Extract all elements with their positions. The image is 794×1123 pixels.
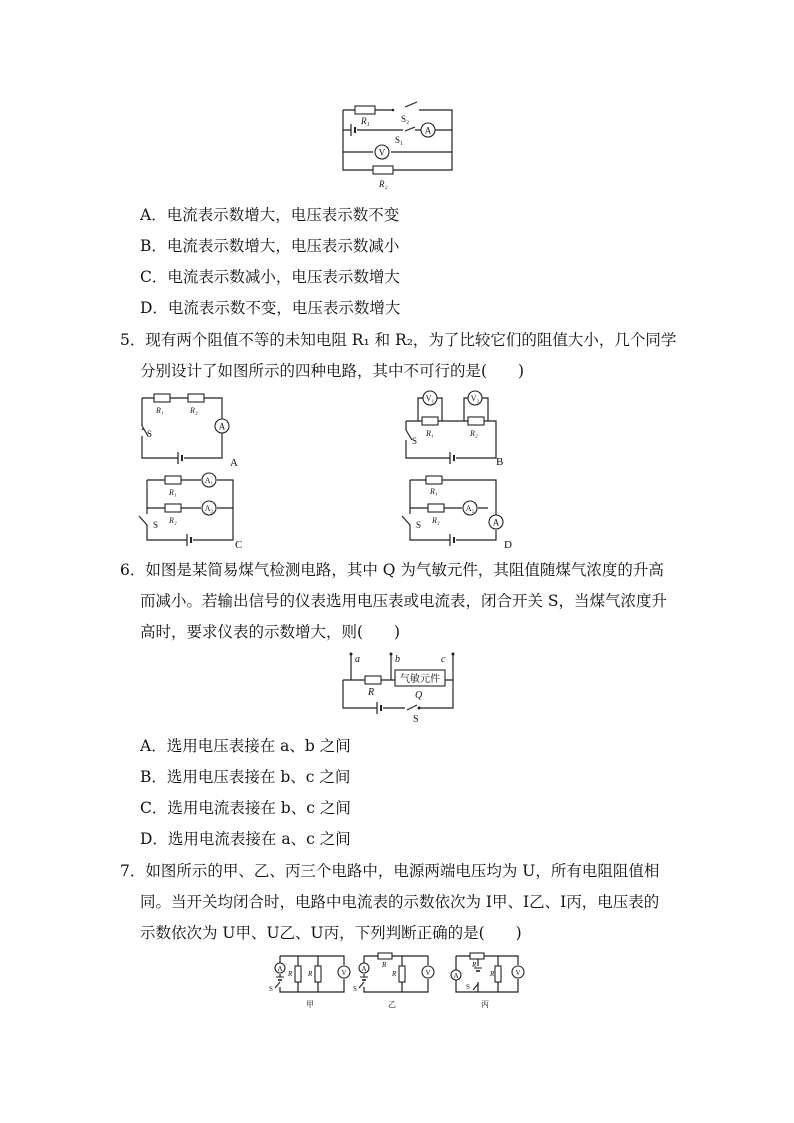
q7-stem-line1: 7．如图所示的甲、乙、丙三个电路中，电源两端电压均为 U，所有电阻阻值相 <box>120 862 660 880</box>
q5-stem-line1: 5．现有两个阻值不等的未知电阻 R₁ 和 R₂，为了比较它们的阻值大小，几个同学 <box>120 331 677 349</box>
svg-text:A: A <box>361 965 367 973</box>
resistor-r1-symbol <box>355 106 375 114</box>
svg-text:V: V <box>378 147 386 158</box>
q6-stem-line3: 高时，要求仪表的示数增大，则( ) <box>140 623 401 641</box>
svg-text:R₁: R₁ <box>169 488 177 497</box>
svg-text:c: c <box>441 654 446 665</box>
svg-text:A: A <box>492 517 500 528</box>
svg-text:气敏元件: 气敏元件 <box>400 674 440 685</box>
svg-text:R: R <box>382 961 387 969</box>
resistor-r-symbol <box>365 676 381 684</box>
q5-stem-line2: 分别设计了如图所示的四种电路，其中不可行的是( ) <box>140 362 525 380</box>
svg-text:R₂: R₂ <box>190 406 198 415</box>
q6-option-a: A．选用电压表接在 a、b 之间 <box>140 737 351 755</box>
q7-circuit-jia <box>268 952 353 1012</box>
q5-circuit-b <box>398 388 513 468</box>
svg-text:R: R <box>490 970 495 978</box>
q4-circuit-diagram <box>335 100 460 195</box>
svg-text:R: R <box>472 961 477 969</box>
q7-circuit-bing <box>448 952 528 1012</box>
svg-text:S: S <box>416 520 422 530</box>
svg-text:S: S <box>466 983 470 991</box>
svg-text:A₂: A₂ <box>204 504 214 513</box>
svg-text:V₂: V₂ <box>470 394 480 403</box>
svg-text:b: b <box>395 654 400 665</box>
svg-text:R₁: R₁ <box>430 487 438 496</box>
svg-text:R: R <box>288 970 293 978</box>
svg-text:R₁: R₁ <box>156 406 164 415</box>
svg-text:S: S <box>153 520 159 530</box>
svg-text:S: S <box>147 429 153 439</box>
svg-text:S: S <box>269 985 273 993</box>
svg-text:S₁: S₁ <box>395 135 404 145</box>
svg-text:乙: 乙 <box>388 1000 396 1009</box>
svg-text:S: S <box>413 714 419 725</box>
svg-text:A: A <box>230 457 238 468</box>
svg-text:S₂: S₂ <box>401 114 410 124</box>
svg-text:A: A <box>218 421 226 432</box>
svg-text:A₂: A₂ <box>465 504 475 513</box>
svg-text:A: A <box>424 125 432 136</box>
q7-circuit-yi <box>352 952 437 1012</box>
q6-option-d: D．选用电流表接在 a、c 之间 <box>140 830 351 848</box>
svg-text:R: R <box>368 687 375 698</box>
svg-text:C: C <box>235 539 243 550</box>
svg-text:R₂: R₂ <box>379 179 388 189</box>
svg-text:D: D <box>504 539 512 550</box>
q5-circuit-d <box>398 470 518 550</box>
q6-stem-line1: 6．如图是某简易煤气检测电路，其中 Q 为气敏元件，其阻值随煤气浓度的升高 <box>120 561 664 579</box>
svg-text:甲: 甲 <box>306 1000 314 1009</box>
resistor-r2-symbol <box>373 166 393 174</box>
q6-option-c: C．选用电流表接在 b、c 之间 <box>140 799 351 817</box>
svg-text:B: B <box>496 456 504 468</box>
q5-circuit-c <box>135 470 250 550</box>
q6-stem-line2: 而减小。若输出信号的仪表选用电压表或电流表，闭合开关 S，当煤气浓度升 <box>140 592 668 610</box>
q7-stem-line3: 示数依次为 U甲、U乙、U丙，下列判断正确的是( ) <box>140 924 522 942</box>
svg-text:V: V <box>425 969 431 977</box>
svg-text:V₁: V₁ <box>425 394 435 403</box>
svg-text:R₁: R₁ <box>361 116 370 126</box>
q6-option-b: B．选用电压表接在 b、c 之间 <box>140 768 351 786</box>
q4-option-c: C．电流表示数减小，电压表示数增大 <box>140 268 400 286</box>
q7-stem-line2: 同。当开关均闭合时，电路中电流表的示数依次为 I甲、I乙、I丙，电压表的 <box>140 893 660 911</box>
svg-text:S: S <box>353 985 357 993</box>
svg-text:R₂: R₂ <box>169 516 177 525</box>
svg-text:丙: 丙 <box>481 1000 489 1009</box>
svg-text:A₁: A₁ <box>204 476 214 485</box>
svg-text:R: R <box>308 970 313 978</box>
svg-text:R: R <box>392 970 397 978</box>
q6-gas-detector-circuit <box>335 650 460 725</box>
svg-text:V: V <box>515 969 521 977</box>
svg-text:R₁: R₁ <box>426 429 434 438</box>
q5-circuit-a <box>138 392 248 468</box>
q4-option-a: A．电流表示数增大，电压表示数不变 <box>140 206 400 224</box>
svg-text:A: A <box>453 972 459 980</box>
svg-text:S: S <box>412 436 418 446</box>
svg-text:V: V <box>341 969 347 977</box>
svg-text:R₂: R₂ <box>470 429 478 438</box>
q4-option-d: D．电流表示数不变，电压表示数增大 <box>140 299 401 317</box>
svg-text:R₂: R₂ <box>432 516 440 525</box>
q4-option-b: B．电流表示数增大，电压表示数减小 <box>140 237 400 255</box>
svg-text:a: a <box>355 654 360 665</box>
svg-text:Q: Q <box>415 690 423 701</box>
svg-text:A: A <box>277 965 283 973</box>
